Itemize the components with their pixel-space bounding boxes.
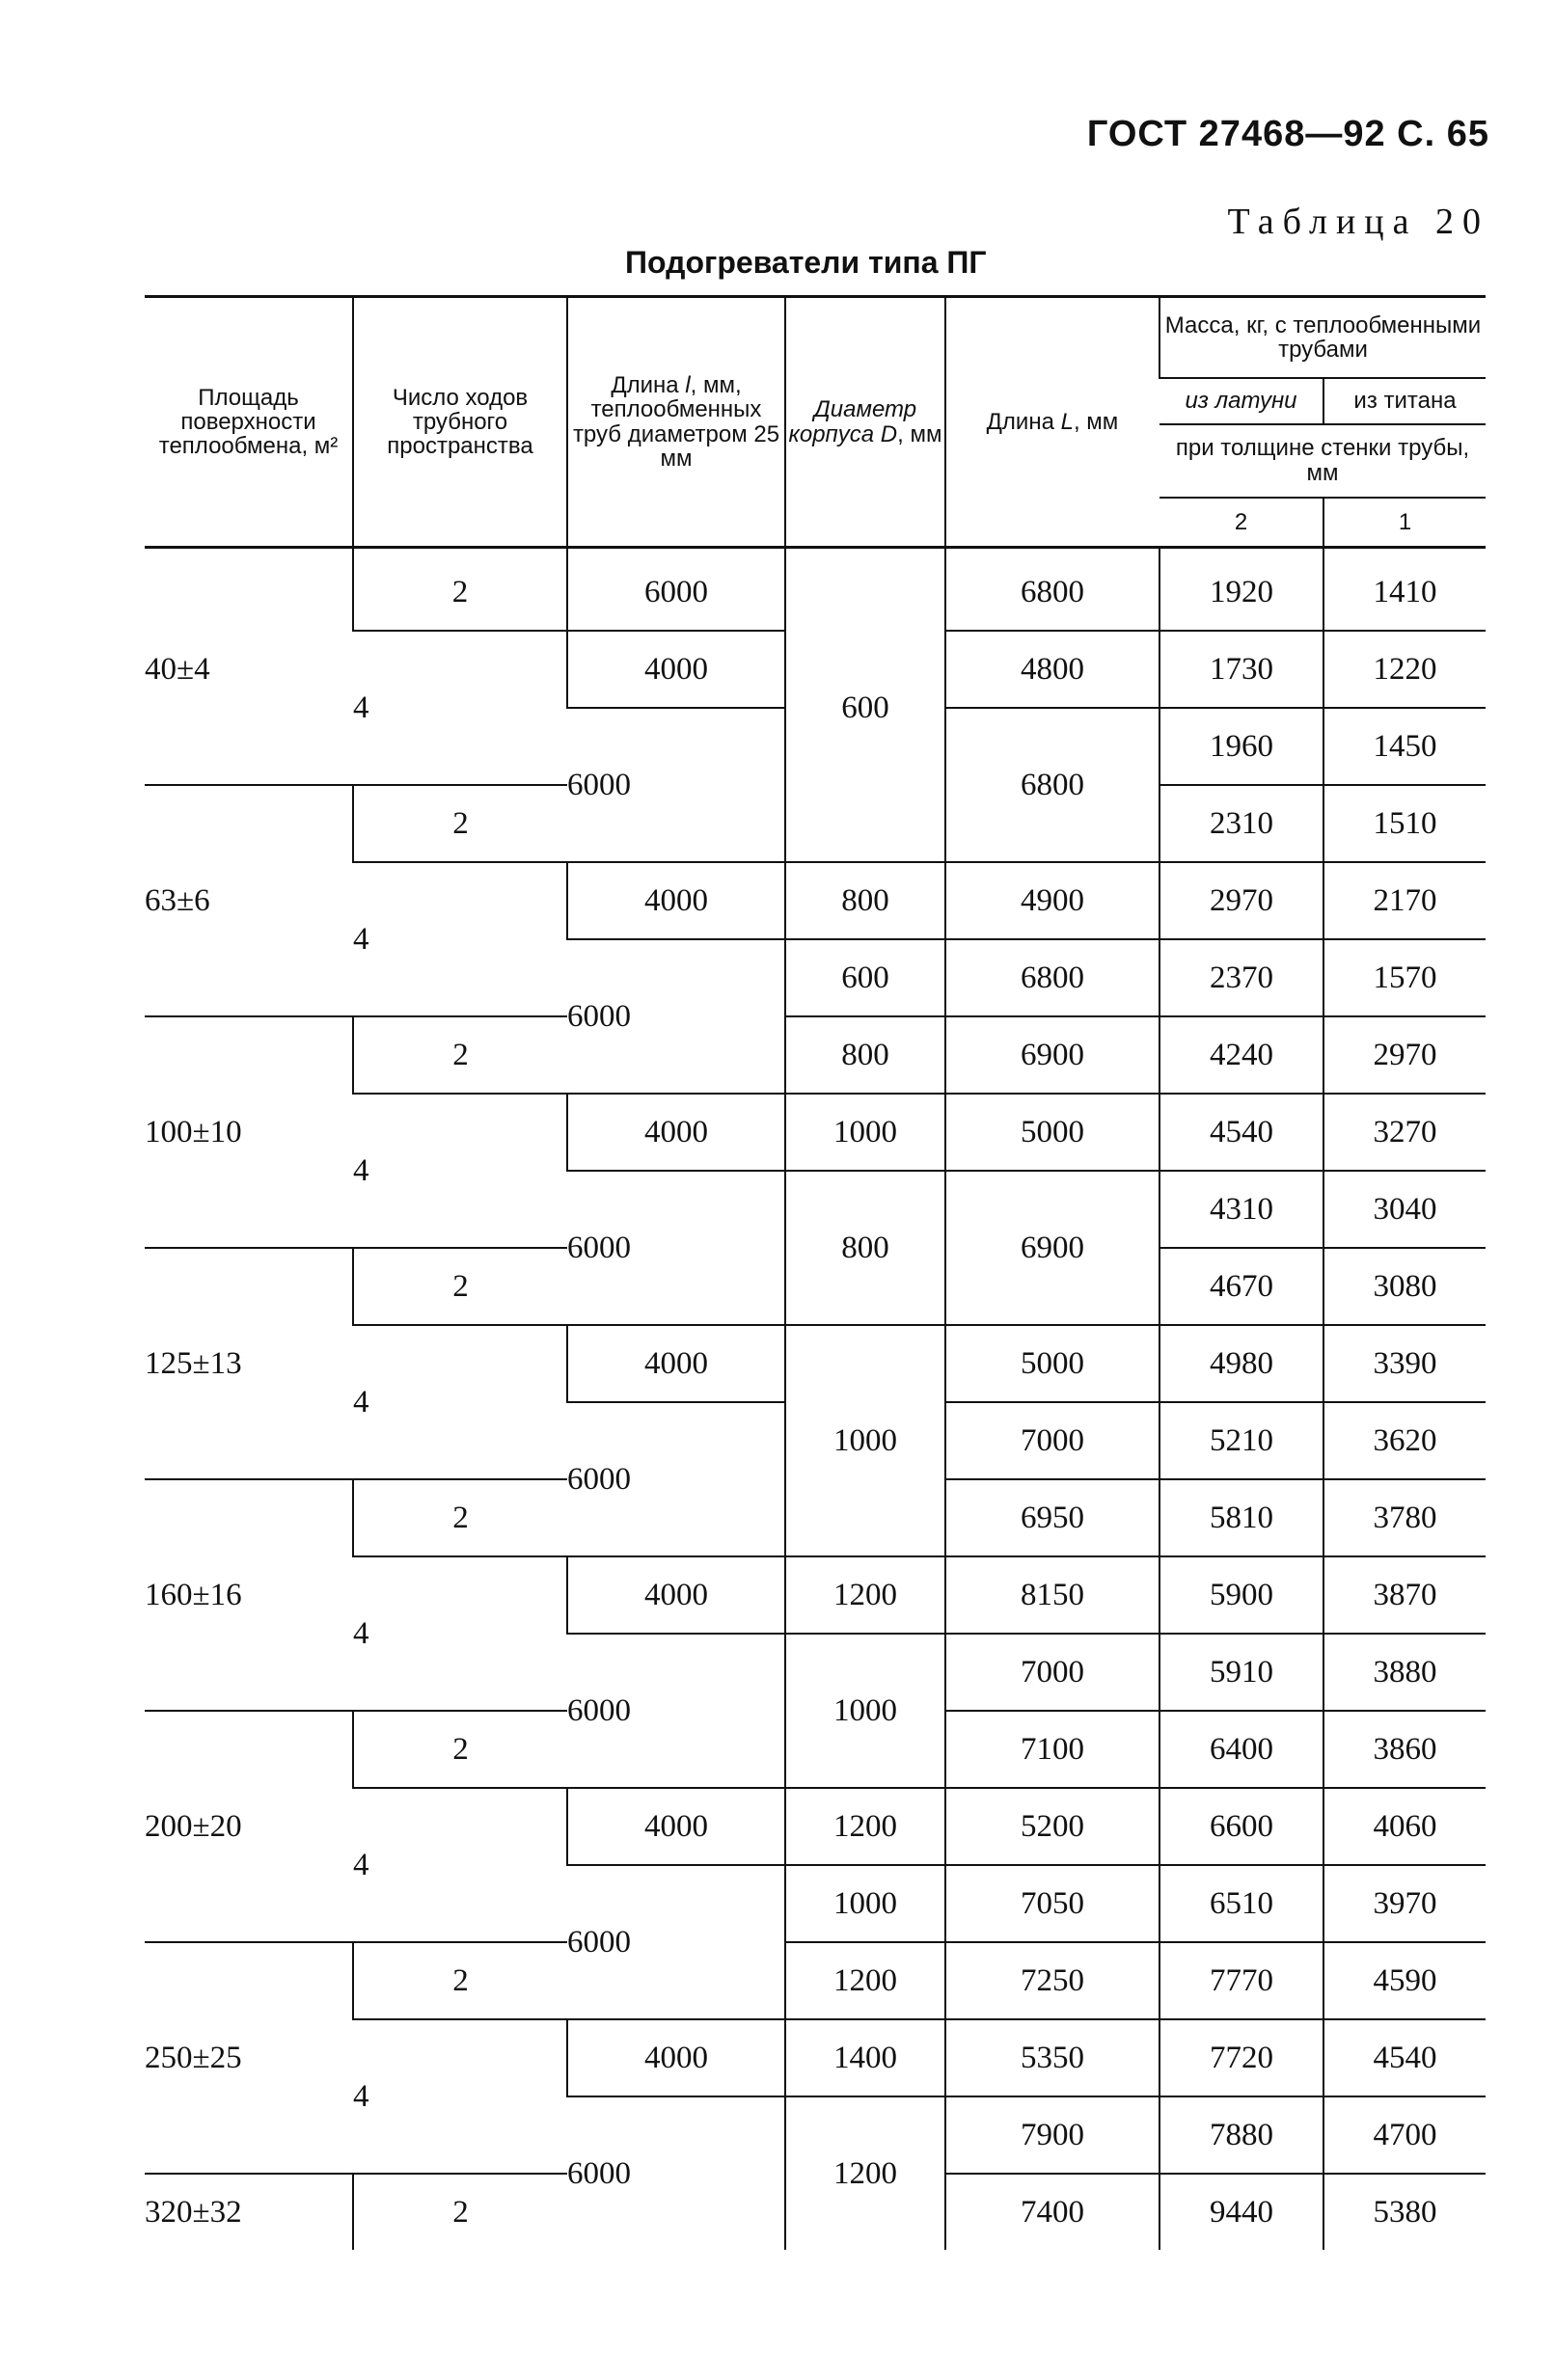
cell-passes: 4 xyxy=(353,1556,567,1711)
cell-mass-brass: 5210 xyxy=(1159,1402,1323,1479)
table-row xyxy=(145,1016,1486,1094)
header-diameter-text-1: Диаметр корпуса xyxy=(788,396,917,447)
cell-tube-length: 6000 xyxy=(567,1865,785,2019)
cell-passes: 2 xyxy=(353,2174,567,2250)
cell-mass-titanium: 2970 xyxy=(1323,1016,1486,1094)
cell-passes: 2 xyxy=(353,1479,567,1556)
cell-length: 7000 xyxy=(945,1634,1159,1711)
header-tube-length xyxy=(567,297,785,548)
cell-mass-titanium: 4060 xyxy=(1323,1788,1486,1865)
cell-diameter: 1200 xyxy=(785,2096,945,2250)
cell-mass-brass: 2370 xyxy=(1159,939,1323,1016)
cell-passes: 2 xyxy=(353,1942,567,2019)
cell-length: 5350 xyxy=(945,2019,1159,2096)
cell-mass-brass: 6600 xyxy=(1159,1788,1323,1865)
cell-mass-titanium: 3860 xyxy=(1323,1711,1486,1788)
cell-length: 5200 xyxy=(945,1788,1159,1865)
cell-passes: 2 xyxy=(353,785,567,862)
cell-area: 125±13 xyxy=(145,1248,353,1479)
cell-mass-titanium: 4590 xyxy=(1323,1942,1486,2019)
cell-length: 7050 xyxy=(945,1865,1159,1942)
cell-diameter: 1200 xyxy=(785,1788,945,1865)
cell-area: 250±25 xyxy=(145,1942,353,2174)
cell-length: 8150 xyxy=(945,1556,1159,1634)
cell-diameter: 600 xyxy=(785,548,945,863)
cell-tube-length: 6000 xyxy=(567,939,785,1094)
cell-mass-titanium: 1220 xyxy=(1323,631,1486,708)
cell-diameter: 1000 xyxy=(785,1094,945,1171)
cell-mass-titanium: 3040 xyxy=(1323,1171,1486,1248)
cell-length: 6900 xyxy=(945,1171,1159,1325)
cell-length: 7900 xyxy=(945,2096,1159,2174)
cell-mass-brass: 4540 xyxy=(1159,1094,1323,1171)
cell-mass-brass: 4240 xyxy=(1159,1016,1323,1094)
cell-mass-brass: 6400 xyxy=(1159,1711,1323,1788)
cell-length: 7000 xyxy=(945,1402,1159,1479)
cell-tube-length: 6000 xyxy=(567,1171,785,1325)
cell-diameter: 1000 xyxy=(785,1325,945,1556)
header-diameter xyxy=(785,297,945,548)
cell-length: 7250 xyxy=(945,1942,1159,2019)
cell-tube-length: 4000 xyxy=(567,862,785,939)
cell-mass-brass: 4670 xyxy=(1159,1248,1323,1325)
cell-mass-titanium: 4700 xyxy=(1323,2096,1486,2174)
cell-mass-titanium: 3870 xyxy=(1323,1556,1486,1634)
cell-length: 6800 xyxy=(945,548,1159,632)
cell-passes: 4 xyxy=(353,2019,567,2174)
cell-tube-length: 4000 xyxy=(567,631,785,708)
header-brass: из латуни xyxy=(1159,378,1323,424)
cell-length: 4800 xyxy=(945,631,1159,708)
table-row xyxy=(145,1942,1486,2019)
cell-mass-titanium: 2170 xyxy=(1323,862,1486,939)
table-title: Подогреватели типа ПГ xyxy=(625,245,987,280)
cell-diameter: 1000 xyxy=(785,1865,945,1942)
cell-mass-titanium: 1410 xyxy=(1323,548,1486,632)
cell-mass-brass: 6510 xyxy=(1159,1865,1323,1942)
cell-tube-length: 4000 xyxy=(567,1094,785,1171)
header-wall-titanium: 1 xyxy=(1323,498,1486,548)
header-wall-thickness: при толщине стенки трубы, мм xyxy=(1159,424,1486,498)
cell-mass-brass: 5910 xyxy=(1159,1634,1323,1711)
cell-length: 6800 xyxy=(945,939,1159,1016)
cell-length: 7400 xyxy=(945,2174,1159,2250)
cell-mass-titanium: 3080 xyxy=(1323,1248,1486,1325)
cell-mass-brass: 9440 xyxy=(1159,2174,1323,2250)
cell-length: 4900 xyxy=(945,862,1159,939)
cell-diameter: 800 xyxy=(785,862,945,939)
cell-mass-titanium: 3780 xyxy=(1323,1479,1486,1556)
header-length-text-1: Длина xyxy=(986,408,1061,435)
cell-tube-length: 6000 xyxy=(567,548,785,632)
cell-length: 6800 xyxy=(945,708,1159,862)
cell-diameter: 1200 xyxy=(785,1942,945,2019)
cell-passes: 2 xyxy=(353,548,567,632)
cell-tube-length: 4000 xyxy=(567,1556,785,1634)
header-wall-brass: 2 xyxy=(1159,498,1323,548)
cell-passes: 2 xyxy=(353,1016,567,1094)
cell-passes: 2 xyxy=(353,1248,567,1325)
cell-mass-titanium: 1570 xyxy=(1323,939,1486,1016)
cell-diameter: 600 xyxy=(785,939,945,1016)
header-diameter-var: D xyxy=(880,420,898,447)
cell-mass-brass: 1960 xyxy=(1159,708,1323,785)
cell-passes: 4 xyxy=(353,1325,567,1479)
cell-mass-titanium: 5380 xyxy=(1323,2174,1486,2250)
table-row xyxy=(145,548,1486,632)
cell-area: 40±4 xyxy=(145,548,353,786)
cell-diameter: 800 xyxy=(785,1171,945,1325)
cell-diameter: 1400 xyxy=(785,2019,945,2096)
cell-mass-titanium: 1510 xyxy=(1323,785,1486,862)
cell-tube-length: 6000 xyxy=(567,2155,631,2191)
cell-length: 5000 xyxy=(945,1094,1159,1171)
cell-mass-titanium: 4540 xyxy=(1323,2019,1486,2096)
header-passes: Число ходов трубного пространства xyxy=(353,297,567,548)
cell-mass-brass: 2310 xyxy=(1159,785,1323,862)
cell-mass-brass: 1730 xyxy=(1159,631,1323,708)
cell-mass-brass: 5810 xyxy=(1159,1479,1323,1556)
cell-tube-length: 6000 xyxy=(567,708,785,862)
cell-mass-titanium: 3620 xyxy=(1323,1402,1486,1479)
header-titanium: из титана xyxy=(1323,378,1486,424)
header-area: Площадь поверхности теплообмена, м² xyxy=(145,297,353,548)
cell-area: 160±16 xyxy=(145,1479,353,1711)
header-tube-length-text-1: Длина xyxy=(611,372,686,399)
cell-mass-titanium: 1450 xyxy=(1323,708,1486,785)
cell-area: 100±10 xyxy=(145,1016,353,1248)
cell-mass-titanium: 3390 xyxy=(1323,1325,1486,1402)
cell-mass-brass: 7880 xyxy=(1159,2096,1323,2174)
cell-mass-brass: 4310 xyxy=(1159,1171,1323,1248)
cell-mass-brass: 4980 xyxy=(1159,1325,1323,1402)
header-length-var: L xyxy=(1060,408,1074,435)
cell-passes: 4 xyxy=(353,631,567,785)
cell-tube-length: 6000 xyxy=(567,1402,785,1556)
cell-length: 6900 xyxy=(945,1016,1159,1094)
cell-mass-titanium: 3270 xyxy=(1323,1094,1486,1171)
data-table xyxy=(145,295,1486,2250)
heater-table xyxy=(145,295,1486,2250)
cell-mass-titanium: 3880 xyxy=(1323,1634,1486,1711)
cell-mass-brass: 7770 xyxy=(1159,1942,1323,2019)
cell-mass-brass: 7720 xyxy=(1159,2019,1323,2096)
cell-tube-length: 4000 xyxy=(567,2019,785,2096)
cell-area: 200±20 xyxy=(145,1711,353,1942)
cell-mass-titanium: 3970 xyxy=(1323,1865,1486,1942)
page-header: ГОСТ 27468—92 С. 65 xyxy=(1086,114,1489,154)
cell-mass-brass: 2970 xyxy=(1159,862,1323,939)
header-tube-length-var: l xyxy=(685,372,691,399)
header-length-text-2: , мм xyxy=(1073,408,1119,435)
cell-tube-length: 6000 xyxy=(567,1634,785,1788)
cell-tube-length: 4000 xyxy=(567,1788,785,1865)
cell-diameter: 800 xyxy=(785,1016,945,1094)
cell-mass-brass: 1920 xyxy=(1159,548,1323,632)
cell-length: 6950 xyxy=(945,1479,1159,1556)
cell-passes: 4 xyxy=(353,1788,567,1942)
cell-length: 5000 xyxy=(945,1325,1159,1402)
cell-diameter: 1200 xyxy=(785,1556,945,1634)
header-mass: Масса, кг, с теплообменными трубами xyxy=(1159,297,1486,378)
cell-length: 7100 xyxy=(945,1711,1159,1788)
cell-passes: 4 xyxy=(353,862,567,1016)
cell-tube-length: 4000 xyxy=(567,1325,785,1402)
cell-passes: 2 xyxy=(353,1711,567,1788)
table-number: Таблица 20 xyxy=(1227,202,1489,242)
header-length xyxy=(945,297,1159,548)
cell-area: 63±6 xyxy=(145,785,353,1016)
header-diameter-text-2: , мм xyxy=(897,420,942,447)
cell-area: 320±32 xyxy=(145,2194,242,2230)
cell-mass-brass: 5900 xyxy=(1159,1556,1323,1634)
cell-passes: 4 xyxy=(353,1094,567,1248)
header-tube-length-text-2: , мм, теплообменных труб диаметром 25 мм xyxy=(572,372,780,472)
cell-diameter: 1000 xyxy=(785,1634,945,1788)
